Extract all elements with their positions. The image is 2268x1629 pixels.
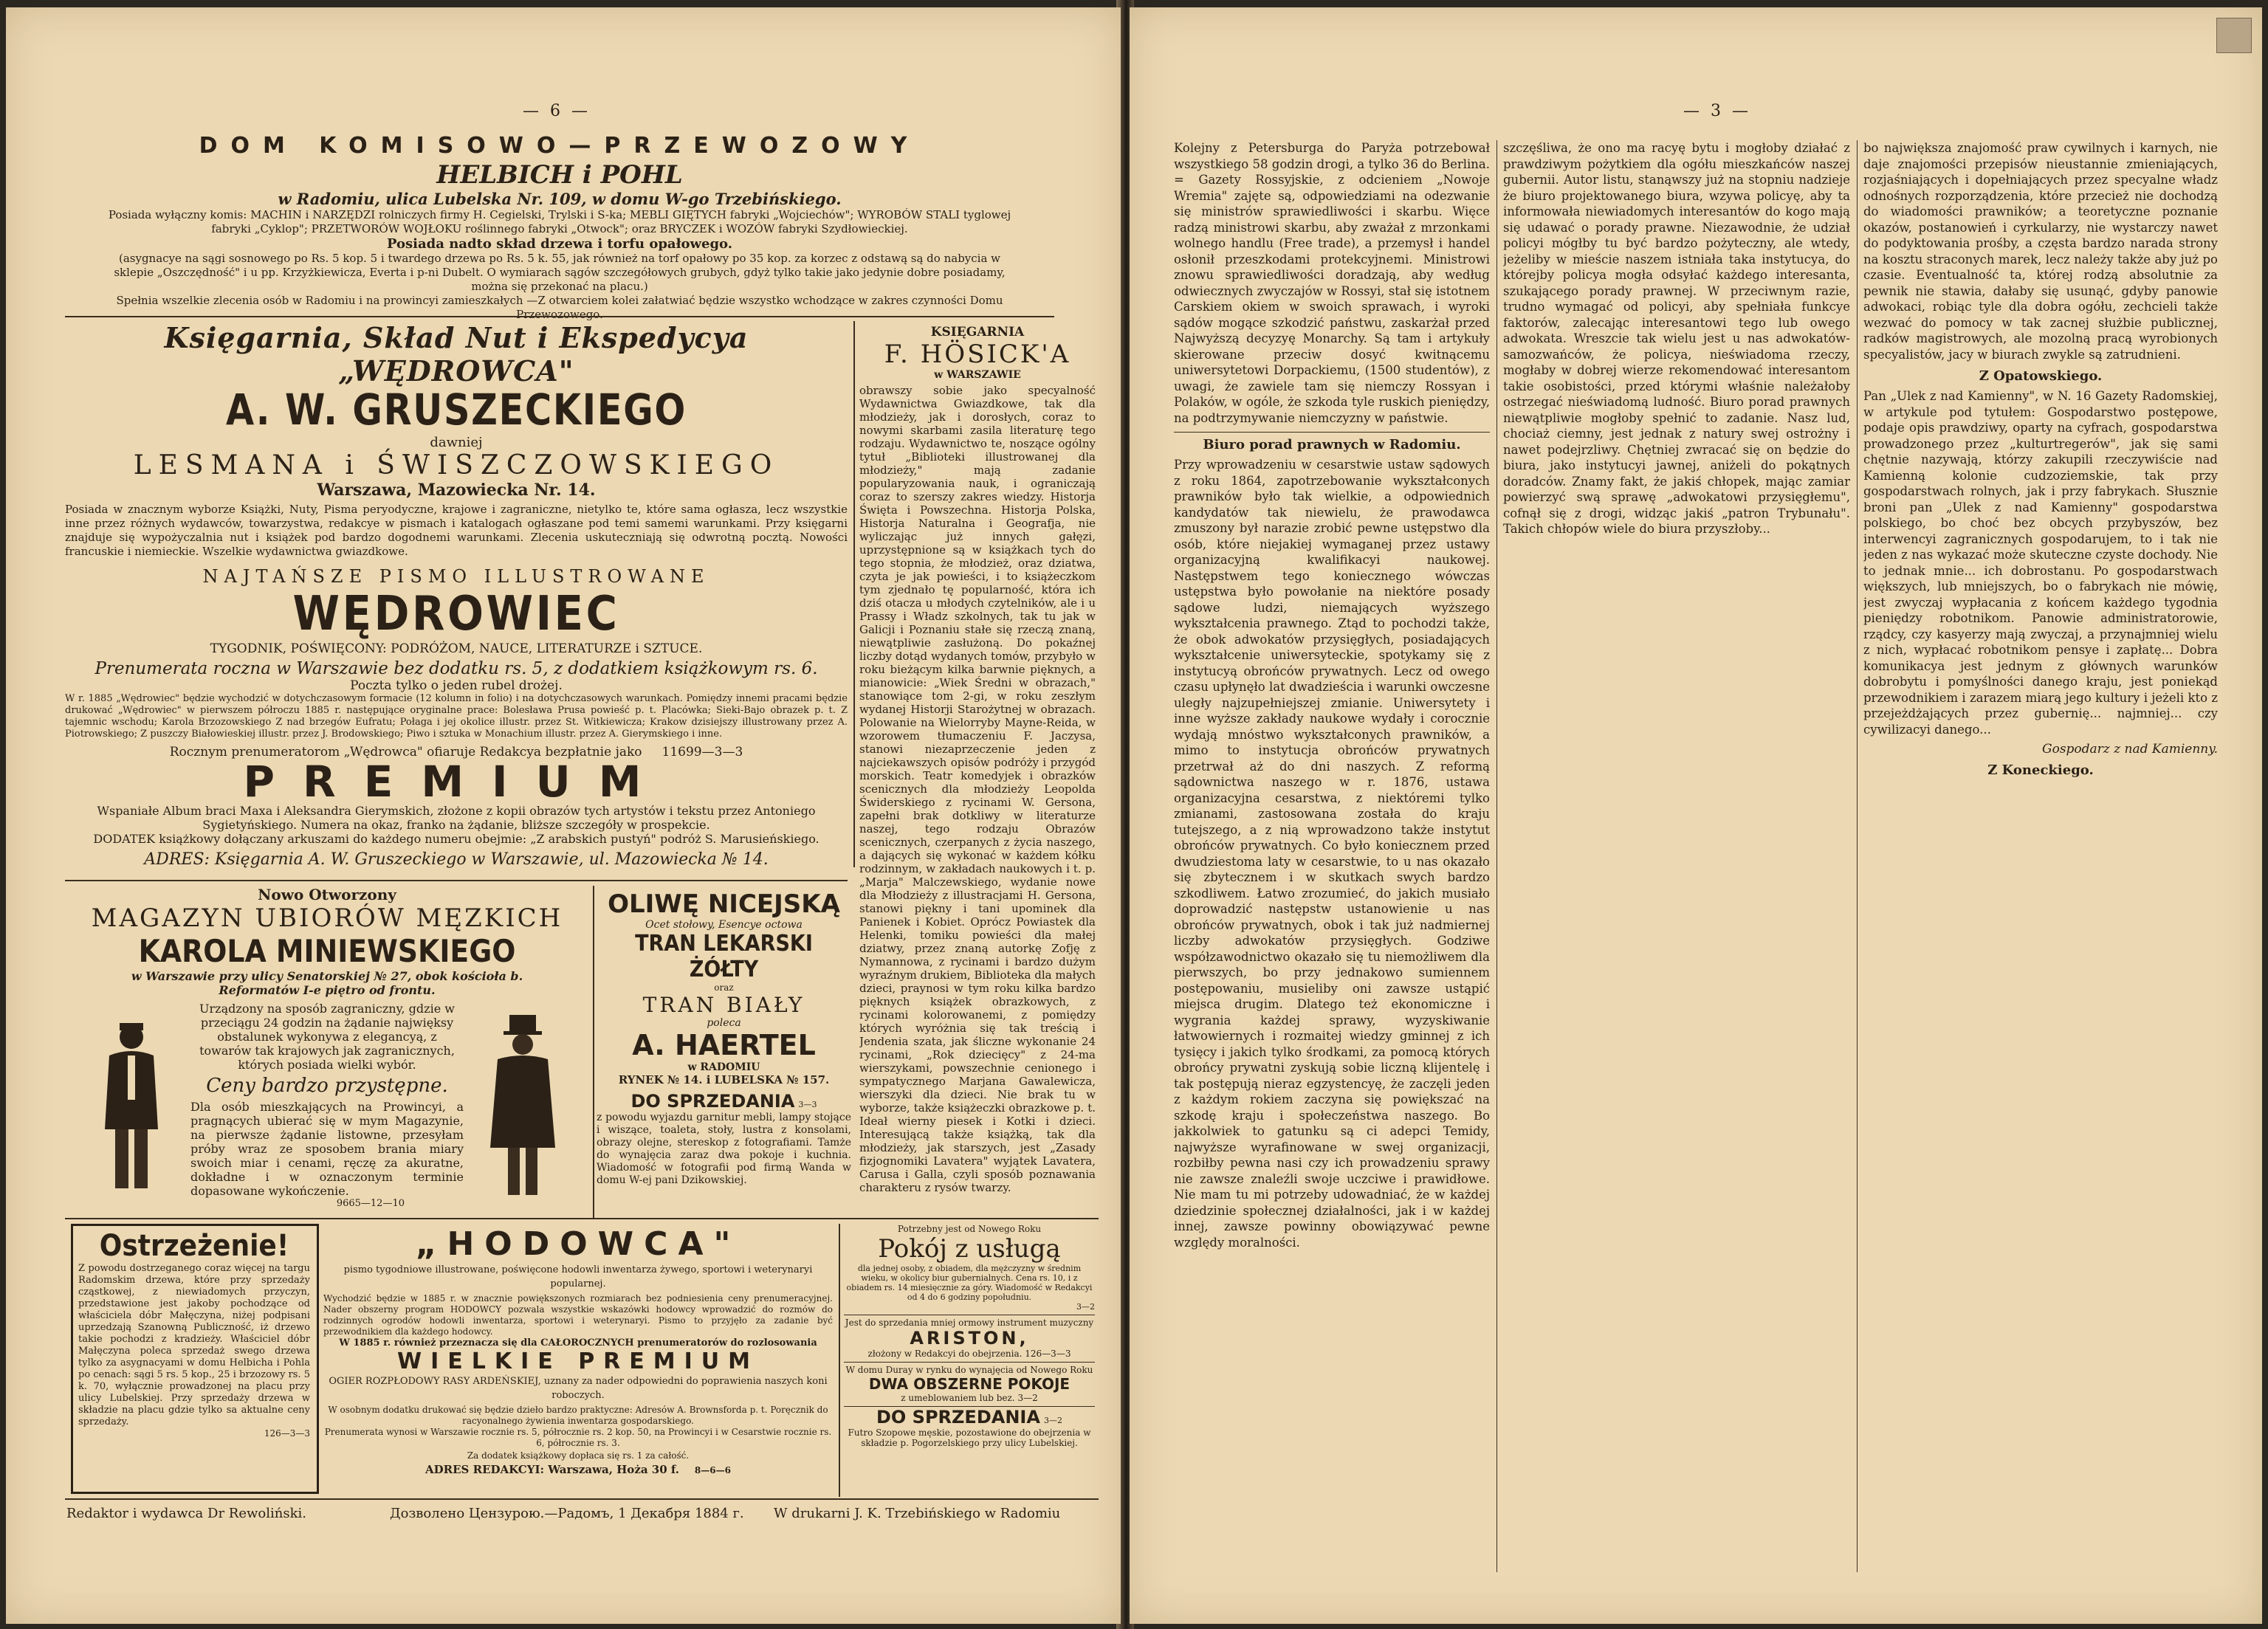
hodowca-price: Prenumerata wynosi w Warszawie rocznie rs. 5, półrocznie rs. 2 kop. 50, na Prowincyi i w Cesarstwie rocznie rs. 6, półrocznie rs. 3. [324, 1427, 832, 1448]
hodowca-text3: W osobnym dodatku drukować się będzie dzieło bardzo praktyczne: Adresów A. Brownsforda p. t. Poręcznik do racyonalnego żywienia inwentarza gospodarskiego. [328, 1405, 828, 1426]
commission-line4: Spełnia wszelkie zlecenia osób w Radomiu i na prowincyi zamieszkałych —Z otwarciem kolei załatwiać będzie wszystko wchodzące w zakres czynności Domu Przewozowego. [116, 294, 1003, 321]
premium-ref: 11699—3—3 [662, 745, 743, 760]
small-ads [844, 1224, 1095, 1497]
hosick-ad [859, 325, 1096, 1255]
haertel-address: RYNEK № 14. i LUBELSKA № 157. [618, 1073, 830, 1086]
hosick-city: w WARSZAWIE [934, 369, 1021, 381]
commission-line2: Posiada nadto skład drzewa i torfu opałowego. [386, 236, 733, 252]
divider [65, 316, 1054, 317]
divider [65, 880, 848, 881]
bookshop-desc: Posiada w znacznym wyborze Książki, Nuty, Pisma peryodyczne, krajowe i zagraniczne, nietylko te, które sama ogłasza, lecz wszystkie inne przez różnych wydawców, towarzystwa, redakcye w pismach i katalogach ogłaszane pod temi samemi warunkami. Przy księgarni znajduje się wypożyczalnia nut i książek pod bardzo dogodnemi warunkami. Zlecenia uskuteczniają się odwrotną pocztą. Nowości francuskie i niemieckie. Wszelkie wydawnictwa gwiazdkowe. [65, 503, 848, 558]
miniewski-name: KAROLA MINIEWSKIEGO [138, 933, 516, 969]
haertel-firm: A. HAERTEL [632, 1029, 816, 1061]
haertel-bialy: TRAN BIAŁY [642, 993, 805, 1017]
footer-rule [65, 1498, 1099, 1500]
col3-opatow-heading: Z Opatowskiego. [1979, 368, 2103, 384]
bookshop-address: Warszawa, Mazowiecka Nr. 14. [317, 481, 596, 500]
footer-printer: W drukarni J. K. Trzebińskiego w Radomiu [774, 1506, 1061, 1521]
footer-censor: Дозволено Цензурою.—Радомъ, 1 Декабря 1884 г. [390, 1506, 744, 1521]
warning-ad [78, 1229, 310, 1487]
haertel-sale-text: z powodu wyjazdu garnitur mebli, lampy stojące i wiszące, toaleta, stoły, lustra z konsolami, obrazy olejne, stereskop z fotografiami. Tamże do wynajęcia zaraz dwa pokoje i kuchnia. Wiadomość w fotografii pod firmą Wanda w domu W-ej pani Dzikowskiej. [597, 1112, 851, 1186]
piano-text: złożony w Redakcyi do obejrzenia. 126—3—3 [867, 1349, 1071, 1359]
miniewski-text2: Dla osób mieszkających na Prowincyi, a pragnących ubierać się w mym Magazynie, na pierwsze żądanie listowne, przesyłam próby wraz ze sposobem brania miary swoich miar i cenami, ręczę za akuratne, dokładne i w oznaczonym terminie dopasowane wykończenie. [190, 1100, 464, 1198]
hodowca-ref: 8—6—6 [694, 1465, 731, 1475]
hodowca-sub: pismo tygodniowe illustrowane, poświęcone hodowli inwentarza żywego, sportowi i weterynaryi popularnej. [343, 1264, 813, 1289]
rooms-note: W domu Duray w rynku do wynajęcia od Nowego Roku [844, 1362, 1095, 1375]
rooms-ref: 3—2 [1017, 1393, 1038, 1403]
miniewski-cheap: Ceny bardzo przystępne. [206, 1075, 448, 1097]
piano-note: Jest do sprzedania mniej ormowy instrument muzyczny [844, 1315, 1095, 1328]
hodowca-ad [323, 1225, 833, 1491]
commission-title: DOM KOMISOWO—PRZEWOZOWY [199, 133, 921, 159]
magazine-sub: TYGODNIK, POŚWIĘCONY: PODRÓŻOM, NAUCE, LITERATURZE i SZTUCE. [210, 641, 703, 656]
col1-heading: Biuro porad prawnych w Radomiu. [1174, 432, 1490, 452]
hodowca-adres: ADRES REDAKCYI: Warszawa, Hoża 30 f. [425, 1463, 680, 1476]
bookshop-ad [65, 321, 848, 875]
bookshop-adres: ADRES: Księgarnia A. W. Gruszeckiego w Warszawie, ul. Mazowiecka № 14. [144, 850, 769, 869]
haertel-city: w RADOMIU [687, 1061, 760, 1073]
hodowca-dodatek: Za dodatek książkowy dopłaca się rs. 1 za całość. [467, 1450, 690, 1461]
column-divider [593, 886, 594, 1218]
rooms-title: DWA OBSZERNE POKOJE [868, 1375, 1071, 1393]
miniewski-ref: 9665—12—10 [336, 1198, 405, 1209]
pokoj-note: Potrzebny jest od Nowego Roku [897, 1224, 1042, 1234]
haertel-sale-ref: 3—3 [798, 1100, 817, 1109]
hodowca-premium: WIELKIE PREMIUM [396, 1349, 760, 1374]
column-2 [1503, 140, 1850, 1572]
col1-top-text: Kolejny z Petersburga do Paryża potrzebował wszystkiego 58 godzin drogi, a tylko 36 do Berlina. = Gazety Rossyjskie, z odcieniem „Nowoje Wremia" zajęte są, odpowiedziami na odezwanie się ministrów sprawiedliwości i skarbu. Więce radzą ministrowi skarbu, aby zważał z mrzonkami wolnego handlu (Free trade), a przemysł i handel osłonił przeszkodami protekcyjnemi. Ministrowi znowu sprawiedliwości doradzają, aby według odwiecznych zwyczajów w Rossyi, stał się istotnem Carskiem okiem w swoich sprawach, i wyroki sądów mogące szkodzić państwu, zaskarżał przed Najwyższą decyzyę Monarchy. Są tam i artykuły skierowane przeciw dosyć kwitnącemu uniwersytetowi Dorpackiemu, (1500 studentów), z uwagi, że zawiele tam się niemczy Rossyan i Polaków, w ogóle, że szkoda tyle ruskich pieniędzy, na podtrzymywanie niemczyzny w państwie. [1174, 141, 1490, 425]
footer-editor: Redaktor i wydawca Dr Rewoliński. [66, 1506, 306, 1521]
magazine-subscription: Prenumerata roczna w Warszawie bez dodatku rs. 5, z dodatkiem książkowym rs. 6. [94, 659, 818, 678]
column-divider [1496, 140, 1497, 1572]
col3-signature: Gospodarz z nad Kamienny. [2042, 742, 2218, 757]
newest-magazine-label: NAJTAŃSZE PISMO ILLUSTROWANE [202, 566, 710, 587]
commission-address: w Radomiu, ulica Lubelska Nr. 109, w domu W-go Trzebińskiego. [278, 190, 842, 208]
miniewski-opened: Nowo Otworzony [258, 886, 396, 903]
bookshop-owner: A. W. GRUSZECKIEGO [225, 385, 687, 435]
haertel-poleca: poleca [707, 1017, 741, 1029]
commission-line1: Posiada wyłączny komis: MACHIN i NARZĘDZI rolniczych firmy H. Cegielski, Trylski i S-ka; MEBLI GIĘTYCH fabryki „Wojciechów"; WYROBÓW STALI tyglowej fabryki „Cyklop"; PRZETWORÓW WOJŁOKU roślinnego fabryki „Otwock"; oraz BRYCZEK i WOZÓW fabryki Szydłowieckiej. [108, 208, 1011, 235]
commission-house-ad [72, 133, 1047, 322]
magazine-postage: Poczta tylko o jeden rubel drożej. [350, 678, 563, 693]
page-number-left: — 6 — [523, 102, 591, 120]
premium-desc: Wspaniałe Album braci Maxa i Aleksandra Gierymskich, złożone z kopii obrazów tych artystów i tekstu przez Antoniego Sygietyńskiego. Numera na okaz, franko na żądanie, bliższe szczegóły w prospekcie. [97, 804, 816, 832]
piano-title: ARISTON, [910, 1328, 1029, 1349]
small-sale-title: DO SPRZEDANIA [876, 1407, 1040, 1427]
haertel-ocet: Ocet stołowy, Esencye octowa [645, 919, 803, 931]
col3-opatow-text: Pan „Ulek z nad Kamienny", w N. 16 Gazety Radomskiej, w artykule pod tytułem: Gospodarstwo postępowe, podaje opis prawdziwy, oparty na cyfrach, gospodarstwa prowadzonego przez „kulturtregerów", jak się sami chętnie nazywają, którzy zakupili rzeczywiście nad Kamienną kolonie cudzoziemskie, tak przy gospodarstwach rolnych, jak i przy fabrykach. Słusznie broni pan „Ulek z nad Kamienny" gospodarstwa polskiego, bo choć bez obcych przybyszów, bez interwencyi zagranicznych gospodarujem, to i tak nie jeden z nas wykazać może skuteczne czyste dochody. Nie to jednak mnie... ich dobrostanu. Po gospodarstwach większych, lub mniejszych, bo o fabrykach nie mówię, jest zwyczaj wypłacania z końcem każdego tygodnia pieniędzy robotnikom. Panowie administratorowie, rządcy, czy kasyerzy mają zwyczaj, a przynajmniej wielu z nich, wypłacać robotnikom pensye i zapłatę... Dobra komunikacya jest jednym z głównych warunków dobrobytu i pomyślności danego kraju, jest poniekąd przewodnikiem i zarazem miarą jego kultury i jeżeli kto z przejeżdżających przez gubernię... najmniej... czy cywilizacyi danego... [1863, 389, 2218, 737]
hodowca-text1: Wychodzić będzie w 1885 r. w znacznie powiększonych rozmiarach bez podniesienia ceny prenumeracyjnej. Nader obszerny program HODOWCY pozwala wszystkie wskazówki hodowcy wprowadzić do rozmów do rodzinnych ogrodów hodowli inwentarza, sportowi i weterynaryi. Pismo to przyjęło za zadanie być przewodnikiem dla każdego hodowcy. [323, 1293, 833, 1337]
hodowca-premium-desc: OGIER ROZPŁODOWY RASY ARDEŃSKIEJ, uznany za nader odpowiedni do poprawienia naszych koni roboczych. [329, 1376, 828, 1401]
right-page [1130, 7, 2262, 1624]
bookshop-heading: Księgarnia, Skład Nut i Ekspedycya „WĘDROWCA" [164, 321, 749, 388]
rooms-sub: z umeblowaniem lub bez. [901, 1393, 1015, 1403]
haertel-sale-head: DO SPRZEDANIA [630, 1091, 795, 1112]
commission-line3: (asygnacye na sągi sosnowego po Rs. 5 kop. 5 i twardego drzewa po Rs. 5 k. 55, jak również na torf opałowy po 35 kop. za korzec z odstawą są do nabycia w sklepie „Oszczędność" i u pp. Krzyżkiewicza, Everta i p-ni Dubelt. O wymiarach sągów szczegółowych grubych, gdyż tylko takie jako jedynie dobre posiadamy, można się przekonać na placu.) [114, 252, 1006, 293]
column-divider [853, 321, 855, 867]
warning-title: Ostrzeżenie! [99, 1229, 289, 1263]
haertel-oliwe: OLIWĘ NICEJSKĄ [608, 889, 840, 919]
col2-body: szczęśliwa, że ono ma racyę bytu i mogłoby działać z prawdziwym pożytkiem dla ogółu mieszkańców naszej gubernii. Autor listu, stanąwszy już na stopniu nadzieje że biuro projektowanego biura, wzywa policyę, aby ta informowała niewiadomych interesantów do kogo mają się udawać o porady prawne. Niezawodnie, że udział policyi mógłby tu być bardzo pożyteczny, ale wtedy, jeżeliby w mieście naszem istniała taka instytucya, do którejby policya mogła odsyłać każdego interesanta, szukającego porady prawnej. W przeciwnym razie, trudno wymagać od policyi, aby spełniała funkcye faktorów, zalecając interesantowi tego lub owego adwokata. Wreszcie tak wielu jest u nas adwokatów-samozwańców, że policya, nieświadoma rzeczy, mogłaby w dobrej wierze rekomendować interesantom takie osobistości, przed którymi właśnie należałoby ostrzegać nieświadomą ludność. Biuro porad prawnych niewątpliwie mogłoby spełnić to zadanie. Nasz lud, chociaż ciemny, jest jednak z natury swej ostrożny i nawet podejrzliwy. Chętniej zwracać się on będzie do biura, jako instytucyi jawnej, aniżeli do pokątnych doradców. Znamy fakt, że jakiś chłopek, mając zamiar powierzyć swą sprawę „adwokatowi przysięgłemu", cofnął się z drogi, widząc jakiś „patron Trybunału". Takich chłopów wiele do biura przyszłoby... [1503, 141, 1850, 536]
hosick-text: obrawszy sobie jako specyalność Wydawnictwa Gwiazdkowe, tak dla młodzieży, jak i dorosłych, coraz to nowymi skarbami zasila literaturę tego rodzaju. Wydawnictwo te, noszące ogólny tytuł „Biblioteki illustrowanej dla młodzieży," mają zadanie popularyzowania nauk, i ograniczają coraz to szerszy zakres wiedzy. Historja Święta i Powszechna. Historja Polska, Historja Naturalna i Geografja, nie wyliczając już innych gałęzi, uprzystępnione są w książkach tych do tego stopnia, że młodzież, oraz dziatwa, czyta je jak powieści, i to książeczkom tym zjednało tę popularność, która ich dziś otacza u młodych czytelników, ale i u Prassy i Władz szkolnych, tak tu jak w Galicji i Poznaniu stałe się rzeczą znaną, niewątpliwie zasłużoną. Do pokaźnej liczby dotąd wydanych tomów, przybyło w roku bieżącym kilka barwnie pięknych, a mianowicie: „Wiek Średni w obrazach," stanowiące tom 2-gi, w roku zeszłym wydanej Historji Starożytnej w obrazach. Polowanie na Wielorryby Mayne-Reida, w wzorowem tłumaczeniu F. Jaczysa, stanowi niezaprzeczenie jeden z najciekawszych opisów podróży i przygód morskich. Teatr komedyjek i obrazków scenicznych dla młodzieży Leopolda Świderskiego z rycinami W. Gersona, zapełni brak dotkliwy w literaturze naszej, tego rodzaju Obrazów scenicznych, czerpanych z życia naszego, a dających się wykonać w każdem kółku rodzinnym, w zakładach naukowych i t. p. „Marja" Malczewskiego, wydanie nowe dla Młodzieży z illustracjami H. Gersona, stanowi piękny i tani upominek dla Panienek i Kobiet. Oprócz Powiastek dla Helenki, tomiku powieści dla małej dziatwy, przez znaną autorkę Zofję z Nymannowa, z rycinami i bardzo dużym wyraźnym drukiem, Biblioteka dla małych dzieci, praynosi w tym roku kilka bardzo pięknych książek obrazkowych, z rycinami kolorowanemi, z pomiędzy których wyróżnia się tak treścią i Jendenia szata, jak śliczne wykonanie 24 rycinami, „Rok dziecięcy" z 24-ma wierszykami, powszechnie cenionego i sympatycznego Marjana Gawalewicza, wierszyki dla dzieci. Nie brak tu w wyborze, także książeczki obrazkowe p. t. Ideał wierny piesek i Kotki i dzieci. Interesującą także książką, tak dla młodzieży, jak starszych, jest „Zasady fizjognomiki Lavatera" wyjątek Lavatera, Carusa i Galla, czyli sposób poznawania charakteru z rysów twarzy. [859, 384, 1096, 1194]
column-3 [1863, 140, 2218, 1572]
hodowca-title: „HODOWCA" [415, 1225, 741, 1263]
col3-body: bo największa znajomość praw cywilnych i karnych, nie daje znajomości przepisów nieustannie zmieniających, rozjaśniających i dopełniających przez specyalne władz odnośnych rozporządzenia, które przecież nie dochodzą do wiadomości prawników; a teoretyczne poznanie okazów, postanowień i cyrkularzy, nie wystarczy nawet do podyktowania prośby, a częsta bardzo narada strony na kosztu straconych marek, lecz należy także aby już po czasie. Eventualność ta, której rodzą absolutnie za pewnik nie stawia, dałaby się usunąć, gdyby panowie adwokaci, robiąc tyle dla dobra ogółu, zechcieli także wezwać do pomocy w tak zacnej służbie publicznej, radków magistrowych, ale mozolną pracą wyrobionych specyalistów, jacy w biurach zwykle są zatrudnieni. [1863, 141, 2218, 362]
small-sale-ref: 3—2 [1044, 1416, 1062, 1425]
dodatek-note: DODATEK książkowy dołączany arkuszami do każdego numeru obejmie: „Z arabskich pustyń" podróż S. Marusieńskiego. [93, 832, 819, 846]
haertel-oraz: oraz [714, 982, 734, 993]
col1-body: Przy wprowadzeniu w cesarstwie ustaw sądowych z roku 1864, zapotrzebowanie wykształconych prawników było tak wielkie, a odpowiednich kandydatów tak niewielu, że prawodawca zmuszony był narazie zrobić pewne ustępstwo dla osób, które niejakiej wymaganej przez ustawy organizacyjną kwalifikacyi naukowej. Następstwem tego koniecznego wówczas ustępstwa było powołanie na niektóre posady sądowe ludzi, niemających wyższego wykształcenia prawnego. Ztąd to pochodzi także, że obok adwokatów przysięgłych, posiadających wykształcenie uniwersyteckie, spotykamy się z instytucyą obrońców prywatnych. Lecz od owego czasu upłynęło lat dwadzieścia i warunki owczesne uległy najzupełniejszej zmianie. Uniwersytety i inne wyższe zakłady naukowe wydały i corocznie wydają mnóstwo wykształconych prawników, a mimo to instytucja obrońców prywatnych przetrwał aż do dni naszych. Z reformą sądownictwa naszego w r. 1876, ustawa organizacyjna cesarstwa, z niektóremi tylko zmianami, zastosowana została do kraju tutejszego, a z nią wprowadzono także instytut obrońców prywatnych. Co było koniecznem przed dwudziestoma laty w cesarstwie, to u nas okazało się zbytecznem i w skutkach swych bardzo szkodliwem. Łatwo zrozumieć, do jakich musiało doprowadzić następstw ustanowienie u nas obrońców prywatnych, obok i tak już nadmiernej liczby adwokatów przysięgłych. Godziwe współzawodnictwo okazało się tu niemożliwem dla pierwszych, bo przy jednakowo sumiennem postępowaniu, musieliby oni zawsze ustąpić miejsca drugim. Dlatego też ekonomiczne i wygrania każdej sprawy, wyzyskiwanie łatwowiernych i rozmaitej wiedzy gminnej z ich tysięcy i jakich tylko środkami, za pomocą których obrońcy prywatni zyskują sobie liczną klijentelę i tak postępują nieraz egzystencyę, że zaczęli jeden z każdym rokiem zaczyna się powiększać na szkodę kraju i społeczeństwa naszego. Bo jakkolwiek to gatunku są ci adepci Temidy, najwyższe wyrafinowane w swej organizacji, rozbiłby pewna nasi czy ich prowadzeniu sprawy nie zawsze znaleźli swoje uczciwe i prawidłowe. Nie mam tu mi potrzeby udowadniać, że w każdej dziedzinie społecznej działalności, jak i w każdej innej, zawsze powinny obowiązywać pewne względy moralności. [1174, 458, 1490, 1250]
col3-konecki-heading: Z Koneckiego. [1987, 762, 2094, 778]
warning-ref: 126—3—3 [264, 1428, 310, 1439]
pokoj-title: Pokój z usługą [878, 1234, 1061, 1264]
left-page [6, 7, 1121, 1624]
pokoj-ref: 3—2 [1076, 1302, 1095, 1312]
magazine-year-note: W r. 1885 „Wędrowiec" będzie wychodzić w dotychczasowym formacie (12 kolumn in folio) i na dotychczasowych warunkach. Pomiędzy innemi pracami będzie drukować „Wędrowiec" w pierwszem półroczu 1885 r. następujące oryginalne prace: Bolesława Prusa powieść p. t. Placówka; Sieki-Bajo obrazek p. t. Z tajemnic wschodu; Karola Brzozowskiego Z nad brzegów Eufratu; Połaga i jej okolice illustr. przez St. Witkiewicza; Krakow dzisiejszy illustrowany przez A. Piotrowskiego; Z puszczy Białowieskiej illustr. przez J. Brodowskiego; Piwo i sztuka w Monachium illustr. przez A. Gierymskiego i inne. [65, 693, 848, 740]
miniewski-line1: MAGAZYN UBIORÓW MĘZKICH [91, 903, 563, 933]
premium-title: PREMIUM [243, 757, 670, 807]
haertel-tran: TRAN LEKARSKI ŻÓŁTY [635, 931, 813, 982]
hosick-head: KSIĘGARNIA [930, 325, 1025, 340]
hosick-name: F. HÖSICK'A [884, 340, 1071, 369]
bookshop-former-name: LESMANA i ŚWISZCZOWSKIEGO [133, 450, 780, 481]
divider [65, 1218, 1099, 1219]
hodowca-text2: W 1885 r. również przeznacza się dla CAŁOROCZNYCH prenumeratorów do rozlosowania [339, 1337, 817, 1349]
column-divider [839, 1224, 840, 1497]
miniewski-text1: Urządzony na sposób zagraniczny, gdzie w przeciągu 24 godzin na żądanie najwięksy obstalunek wykonywa z elegancyą, z towarów tak krajowych jak zagranicznych, których posiada wielki wybór. [199, 1002, 455, 1072]
column-1 [1174, 140, 1490, 1572]
page-number-right: — 3 — [1683, 102, 1751, 120]
magazine-title: WĘDROWIEC [292, 587, 620, 641]
miniewski-address: w Warszawie przy ulicy Senatorskiej № 27, obok kościoła b. Reformatów I-e piętro od frontu. [131, 969, 523, 997]
gentleman-illustration-right [478, 1015, 567, 1199]
commission-firm: HELBICH i POHL [436, 160, 683, 190]
gentleman-illustration-left [87, 1019, 176, 1196]
pokoj-text: dla jednej osoby, z obiadem, dla mężczyzny w średnim wieku, w okolicy biur gubernialnych. Cena rs. 10, i z obiadem rs. 14 miesięcznie za góry. Wiadomość w Redakcyi od 4 do 6 godziny popołudniu. [846, 1264, 1093, 1302]
archive-tab [2216, 18, 2252, 53]
small-sale-text: Futro Szopowe męskie, pozostawione do obejrzenia w składzie p. Pogorzelskiego przy ulicy Lubelskiej. [848, 1427, 1091, 1448]
bookshop-formerly: dawniej [430, 435, 483, 450]
warning-text: Z powodu dostrzeganego coraz więcej na targu Radomskim drzewa, które przy sprzedaży cząstkowej, z niewiadomych przyczyn, przedstawione jest jakoby pochodzące od właściciela dóbr Małęczyna, niżej podpisani uprzedzają Szanowną Publiczność, iż drzewo takie pochodzi z kradzieży. Właściciel dóbr Małęczyna poleca sprzedaż swego drzewa tylko za asygnacyami w domu Helbicha i Pohla po cenach: sągi 5 rs. 5 kop., 25 i brzozowy rs. 5 k. 70, wyłącznie prowadzonej na placu przy ulicy Lubelskiej. Przy sprzedaży drzewa w składzie na placu gdzie tylko sa aktualne ceny sprzedaży. [78, 1263, 310, 1427]
column-divider [1857, 140, 1858, 1572]
premium-offer: Rocznym prenumeratorom „Wędrowca" ofiaruje Redakcya bezpłatnie jako [169, 745, 642, 760]
haertel-ad [597, 889, 851, 1218]
